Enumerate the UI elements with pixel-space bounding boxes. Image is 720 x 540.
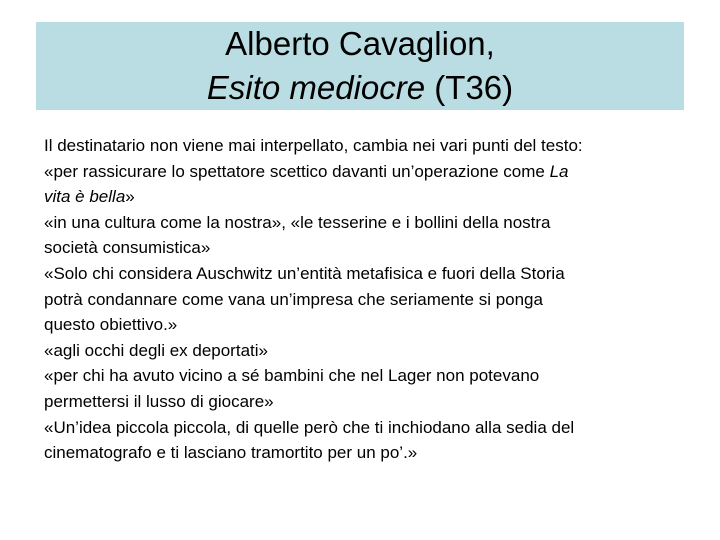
body-line — [44, 389, 692, 415]
body-line — [44, 159, 692, 185]
body-line-segment: «per chi ha avuto vicino a sé bambini che nel Lager non potevano — [44, 366, 540, 386]
body-line-segment: «Solo chi considera Auschwitz un’entità metafisica e fuori della Storia — [44, 263, 565, 283]
title-line-1: Alberto Cavaglion, — [225, 25, 495, 62]
body-line-segment: Il destinatario non viene mai interpellato, cambia nei vari punti del testo: — [44, 136, 583, 155]
body-line — [44, 133, 692, 159]
body-line-segment: questo obiettivo.» — [44, 315, 178, 335]
body-line-segment: «in una cultura come la nostra», «le tesserine e i bollini della nostra — [44, 212, 551, 232]
title-italic-part: Esito mediocre — [206, 69, 426, 106]
body-line — [44, 184, 692, 210]
body-line — [44, 338, 692, 364]
body-line-segment: società consumistica» — [44, 238, 211, 258]
slide-body-text — [44, 133, 692, 466]
body-line-segment: «per rassicurare lo spettatore scettico davanti un’operazione come — [44, 161, 550, 181]
body-line — [44, 287, 692, 313]
body-line-segment: potrà condannare come vana un’impresa che seriamente si ponga — [44, 289, 543, 309]
body-line-italic-segment: vita è bella — [44, 187, 126, 207]
body-line — [44, 312, 692, 338]
body-line — [44, 261, 692, 287]
title-rest-part: (T36) — [425, 69, 514, 106]
body-line-segment: » — [125, 187, 135, 207]
slide-title — [36, 22, 684, 110]
body-line — [44, 415, 692, 441]
body-line — [44, 235, 692, 261]
title-line-2 — [36, 66, 684, 110]
body-line-segment: cinematografo e ti lasciano tramortito per un po’.» — [44, 443, 418, 463]
body-line — [44, 440, 692, 466]
body-line-segment: «agli occhi degli ex deportati» — [44, 340, 268, 360]
body-line-segment: permettersi il lusso di giocare» — [44, 391, 274, 411]
body-line — [44, 363, 692, 389]
body-line-segment: «Un’idea piccola piccola, di quelle però che ti inchiodano alla sedia del — [44, 417, 575, 437]
body-line-italic-segment: La — [549, 161, 569, 181]
body-line — [44, 210, 692, 236]
